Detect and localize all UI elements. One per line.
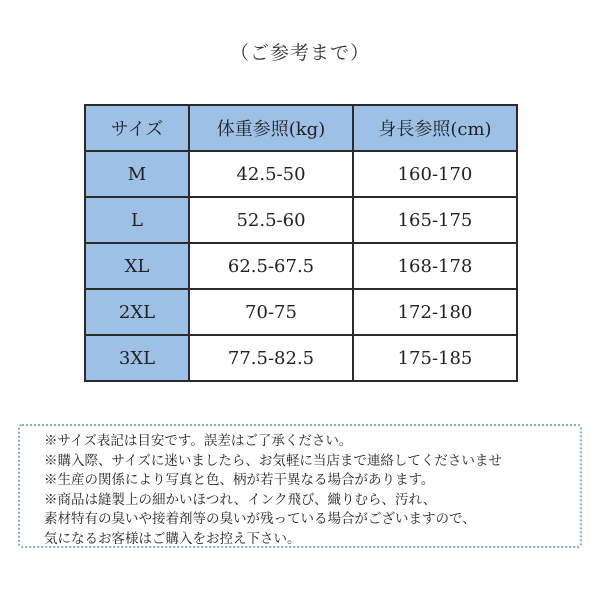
note-line: ※購入際、サイズに迷いましたら、お気軽に当店まで連絡してくださいませ	[44, 452, 502, 469]
size-cell: XL	[85, 243, 189, 289]
header-height: 身長参照(cm)	[353, 105, 517, 151]
height-cell: 172-180	[353, 289, 517, 335]
table-header-row	[85, 105, 517, 151]
table-row	[85, 289, 517, 335]
table-row	[85, 197, 517, 243]
size-cell: 2XL	[85, 289, 189, 335]
note-line: 気になるお客様はご購入をお控え下さい。	[44, 530, 301, 547]
weight-cell: 77.5-82.5	[189, 335, 353, 381]
table-row	[85, 243, 517, 289]
notes-box	[18, 424, 582, 548]
height-cell: 168-178	[353, 243, 517, 289]
header-weight: 体重参照(kg)	[189, 105, 353, 151]
weight-cell: 52.5-60	[189, 197, 353, 243]
note-line: 素材特有の臭いや接着剤等の臭いが残っている場合がございますので、	[44, 511, 476, 528]
size-cell: 3XL	[85, 335, 189, 381]
header-size: サイズ	[85, 105, 189, 151]
note-line: ※生産の関係により写真と色、柄が若干異なる場合があります。	[44, 472, 435, 489]
note-line: ※商品は縫製上の細かいほつれ、インク飛び、織りむら、汚れ、	[44, 491, 437, 508]
weight-cell: 42.5-50	[189, 151, 353, 197]
height-cell: 175-185	[353, 335, 517, 381]
note-line: ※サイズ表記は目安です。誤差はご了承ください。	[44, 433, 353, 449]
height-cell: 160-170	[353, 151, 517, 197]
weight-cell: 62.5-67.5	[189, 243, 353, 289]
table-row	[85, 151, 517, 197]
size-cell: M	[85, 151, 189, 197]
size-cell: L	[85, 197, 189, 243]
subtitle: （ご参考まで）	[229, 42, 370, 64]
weight-cell: 70-75	[189, 289, 353, 335]
size-chart-table	[84, 104, 518, 382]
table-row	[85, 335, 517, 381]
height-cell: 165-175	[353, 197, 517, 243]
